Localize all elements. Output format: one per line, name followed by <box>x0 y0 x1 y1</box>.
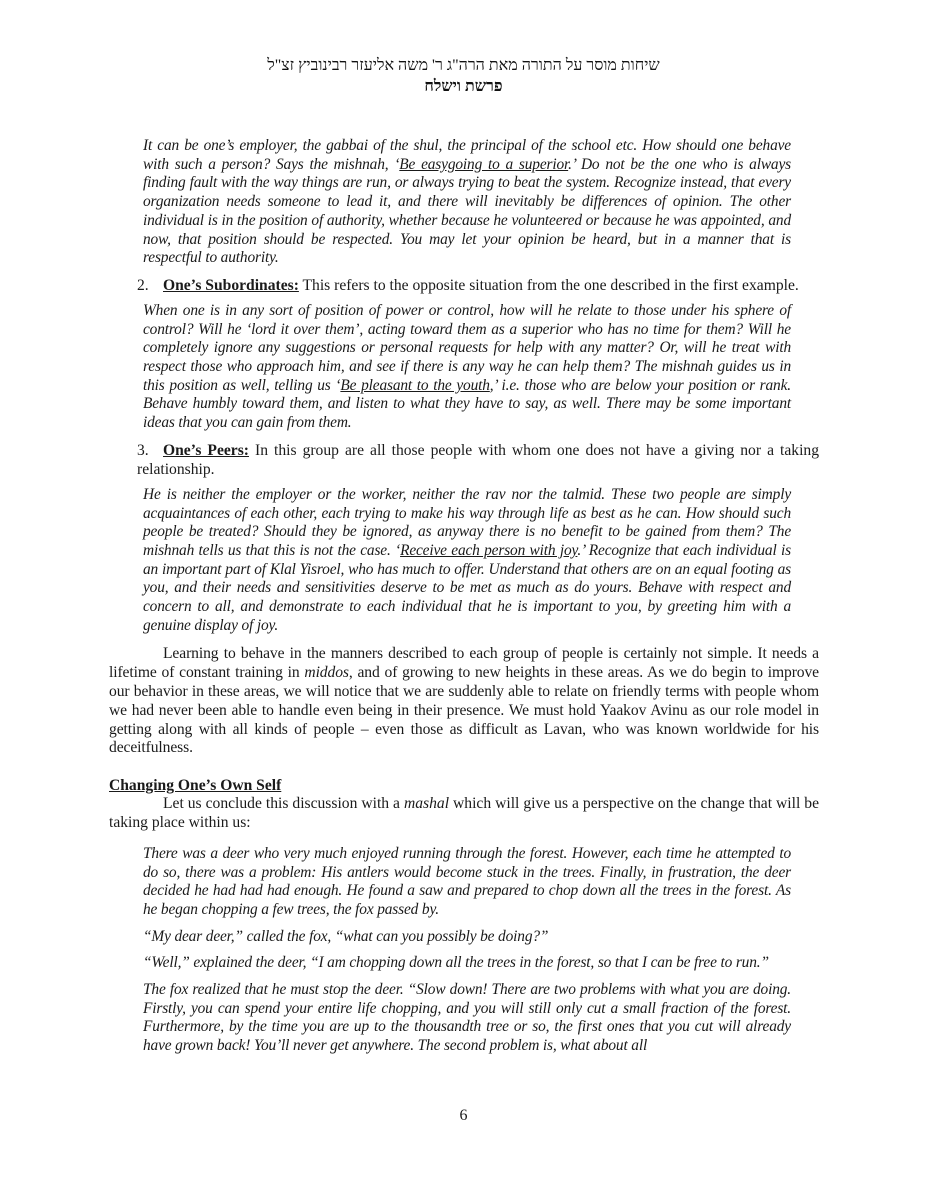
quote-superior <box>143 137 791 268</box>
paragraph-text: , and of growing to new heights in these areas. As we do begin to improve our behavior in these areas, we will notice that we are suddenly able to relate on friendly terms with people whom we had never been able to handle even being in their presence. We must hold Yaakov Avinu as our role model in getting along with all kinds of people – even those as difficult as Lavan, who was known worldwide for his deceitfulness. <box>109 664 819 757</box>
paragraph-text: which will give us a perspective on the change that will be taking place within us: <box>109 795 819 832</box>
list-term: One’s Peers: <box>163 441 249 459</box>
page-number: 6 <box>459 1107 468 1124</box>
list-number: 3. <box>137 441 149 459</box>
quote-text: .’ Do not be the one who is always finding fault with the way things are run, or always trying to beat the system. Recognize instead, that every organization needs someone to lead it, and there will inevitably be differences of opinion. The other individual is in the position of authority, whether because he volunteered or because he was appointed, and now, that position should be respected. You may let your opinion be heard, but in a manner that is respectful to authority. <box>143 155 792 267</box>
list-text: In this group are all those people with whom one does not have a giving nor a taking relationship. <box>137 441 819 478</box>
body-paragraph <box>109 645 819 758</box>
mishnah-quote-underlined: Be easygoing to a superior <box>399 155 569 173</box>
quote-text: He is neither the employer or the worker, neither the rav nor the talmid. These two people are simply acquaintances of each other, each trying to make his way through life as best as he can. How should such people be treated? Should they be ignored, as anyway there is no benefit to be gained from them? The mishnah tells us that this is not the case. ‘ <box>143 485 791 559</box>
mishnah-quote-underlined: Be pleasant to the youth <box>340 376 490 394</box>
page-body <box>109 137 819 1056</box>
paragraph-text: Learning to behave in the manners described to each group of people is certainly not simple. It needs a lifetime of constant training in <box>109 645 819 682</box>
quote-text: .’ Recognize that each individual is an important part of Klal Yisroel, who has much to offer. Understand that others are on an equal footing as you, and their needs and sensitivities deserve to be met as much as do yours. Behave with respect and concern to all, and demonstrate to each individual that he is important to you, by greeting him with a genuine display of joy. <box>143 541 791 634</box>
story-paragraph: “Well,” explained the deer, “I am chopping down all the trees in the forest, so that I can be free to run.” <box>143 954 769 972</box>
list-text: This refers to the opposite situation from the one described in the first example. <box>298 276 799 294</box>
list-term: One’s Subordinates: <box>163 276 299 294</box>
list-item-peers <box>137 441 819 479</box>
story-paragraph: “My dear deer,” called the fox, “what can you possibly be doing?” <box>143 927 549 945</box>
section-heading: Changing One’s Own Self <box>109 777 282 795</box>
quote-text: It can be one’s employer, the gabbai of the shul, the principal of the school etc. How should one behave with such a person? Says the mishnah, ‘ <box>143 137 791 173</box>
quote-subordinates <box>143 302 791 433</box>
page-header <box>0 55 927 97</box>
header-title: שיחות מוסר על התורה מאת הרה"ג ר' משה אליעזר רבינוביץ זצ"ל <box>267 57 660 74</box>
header-parsha: פרשת וישלח <box>424 78 503 95</box>
story-paragraph: There was a deer who very much enjoyed running through the forest. However, each time he attempted to do so, there was a problem: His antlers would become stuck in the trees. Finally, in frustration, the deer decided he had had had enough. He found a saw and prepared to chop down all the trees in the forest. As he began chopping a few trees, the fox passed by. <box>143 844 791 918</box>
italic-term: mashal <box>403 795 450 813</box>
section-intro <box>109 795 819 833</box>
quote-text: ,’ i.e. those who are below your position or rank. Behave humbly toward them, and listen to what they have to say, as well. There may be some important ideas that you can gain from them. <box>143 376 791 432</box>
quote-text: When one is in any sort of position of power or control, how will he relate to those under his sphere of control? Will he ‘lord it over them’, acting toward them as a superior who has no time for them? Will he completely ignore any suggestions or personal requests for help with any matter? Or, will he treat with respect those who approach him, and see if there is any way he can help them? The mishnah guides us in this position as well, telling us ‘ <box>143 301 791 394</box>
paragraph-text: Let us conclude this discussion with a <box>163 795 404 813</box>
list-number: 2. <box>137 276 149 294</box>
mishnah-quote-underlined: Receive each person with joy <box>400 541 578 559</box>
italic-term: middos <box>304 664 349 682</box>
quote-peers <box>143 486 791 636</box>
story-paragraph: The fox realized that he must stop the deer. “Slow down! There are two problems with what you are doing. Firstly, you can spend your entire life chopping, and you will still only cut a small fraction of the forest. Furthermore, by the time you are up to the thousandth tree or so, the first ones that you cut will already have grown back! You’ll never get anywhere. The second problem is, what about all <box>143 981 791 1055</box>
list-item-subordinates <box>137 276 819 295</box>
